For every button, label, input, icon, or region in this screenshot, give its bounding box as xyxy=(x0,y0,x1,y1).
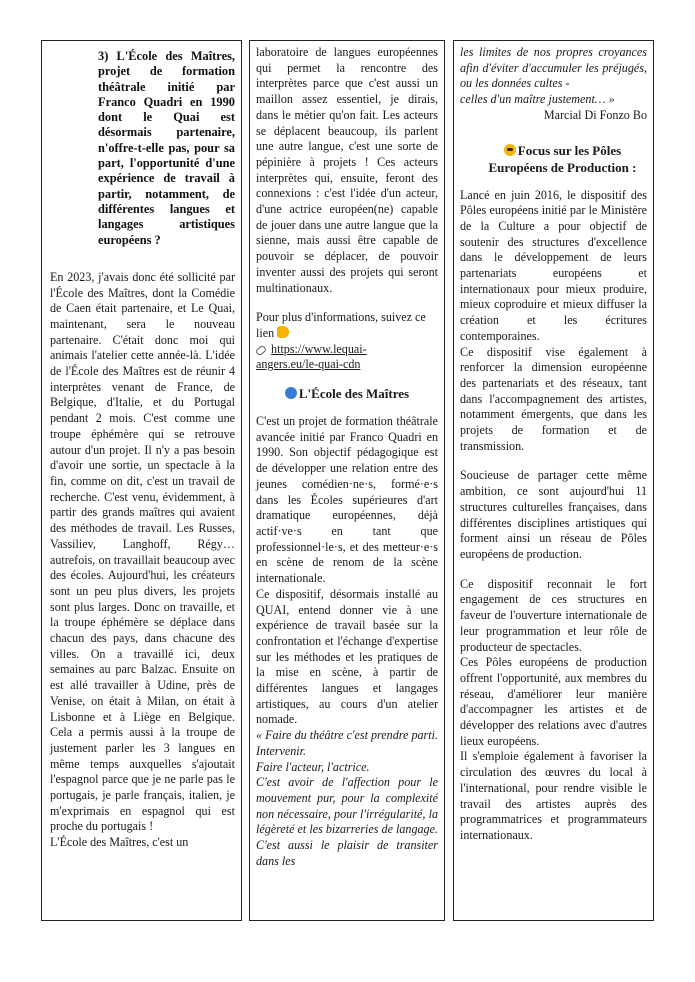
quote-end: celles d'un maître justement… » xyxy=(460,92,615,107)
poles-objective: Ce dispositif vise également à renforcer la dimension européenne des partenariats et des réseaux, tant dans l'accompagnement des artistes, notamment émergents, que dans les projets de formation et de transmission. xyxy=(460,344,647,453)
ecole-dispositif: Ce dispositif, désormais installé au QUAI, entend donner vie à une expérience de travail basée sur la confrontation et l'échange d'expertise sur les méthodes et les pratiques de la mise en scène, à partir de différentes langues et langages artistiques, au cours d'un atelier nomade. xyxy=(256,586,438,727)
ecole-description: C'est un projet de formation théâtrale avancée initié par Franco Quadri en 1990. Son objectif pédagogique est de développer une relation entre des jeunes comédien·ne·s, formé·e·s dans les Écoles supérieures d'art dramatique européennes, déjà actif·ve·s en tant que professionnel·le·s, et des metteur·e·s en scène de renom de la scène internationale. xyxy=(256,414,438,586)
column-interview xyxy=(41,40,242,921)
link-paragraph xyxy=(256,342,438,373)
column-poles-europeens xyxy=(453,40,654,921)
poles-intro: Lancé en juin 2016, le dispositif des Pôles européens initié par le Ministère de la Culture a pour objectif de soutenir des structures d'excellence dans le développement de leurs partenariats européens et internationaux pour mieux produire, mieux coproduire et mieux diffuser la création et les écritures contemporaines. xyxy=(460,187,647,343)
poles-circulation: Il s'emploie également à favoriser la circulation des œuvres du local à l'international, pour rendre visible le travail des artistes auprès des programmatrices et programmateurs internationaux. xyxy=(460,749,647,842)
link-line-2: angers.eu/le-quai-cdn xyxy=(256,357,361,372)
interview-question-title: 3) L'École des Maîtres, projet de formation théâtrale initié par Franco Quadri en 1990 dont le Quai est désormais partenaire, n'offre-t-elle pas, pour sa part, l'opportunité d'une expérience de travail à partir, notamment, de différentes langues et langages artistiques européens ? xyxy=(98,49,235,247)
poles-section-title: Focus sur les Pôles Européens de Production : xyxy=(488,142,637,175)
section-heading xyxy=(256,385,438,402)
quote-line-1: « Faire du théâtre c'est prendre parti. Intervenir. xyxy=(256,728,438,758)
section-heading-poles xyxy=(460,142,647,176)
info-paragraph xyxy=(256,310,438,341)
poles-network: Soucieuse de partager cette même ambition, ce sont aujourd'hui 11 structures culturelles françaises, dans différentes disciplines artistiques qui forment ainsi un réseau de Pôles européens de production. xyxy=(460,468,647,561)
section-title: L'École des Maîtres xyxy=(298,386,410,402)
column-ecole-des-maitres xyxy=(249,40,445,921)
link-icon xyxy=(255,344,267,356)
interview-answer: En 2023, j'avais donc été sollicité par l'École des Maîtres, dont la Comédie de Caen était partenaire, et Le Quai, maintenant, sera le nouveau partenaire. C'était donc moi qui animais l'atelier cette année-là. L'idée de l'École des Maîtres est de réunir 4 interprètes venant de France, de Belgique, d'Italie, et du Portugal pendant 2 mois. C'est comme une troupe éphémère qui se retrouve autour d'un projet. Il n'y a pas besoin d'avoir une sortie, un spectacle à la fin, comme on dit, c'est un travail de recherche. C'est venu, évidemment, à partir des grands maîtres qui avaient des méthodes de travail. Les Russes, Vassiliev, Langhoff, Régy… autrefois, on travaillait beaucoup avec des écoles. Aujourd'hui, les créateurs sont un peu plus divers, les projets sont plus larges. Donc on travaille, et la troupe éphémère se déplace dans chacun des pays, dans chacune des villes. On a travaillé ici, deux semaines au parc Balzac. Ensuite on est allé travailler à Udine, près de Venise, on était à Milan, on était à Lisbonne et à Liège en Belgique. Cela a permis aussi à la troupe de justement parler les 3 langues en même temps auxquelles s'ajoutait l'espagnol parce que je ne parle pas le portugais, je parle français, italien, je m'exprimais en espagnol qui est proche du portugais ! xyxy=(50,269,235,834)
link-line-1: https://www.lequai- xyxy=(271,341,367,356)
quote-line-2: Faire l'acteur, l'actrice. xyxy=(256,759,370,774)
interview-answer-tail: L'École des Maîtres, c'est un xyxy=(50,835,189,850)
quote-signature: Marcial Di Fonzo Bo xyxy=(543,107,647,122)
magnifier-icon xyxy=(285,387,297,399)
face-icon xyxy=(504,144,516,156)
pointing-hand-icon xyxy=(277,326,289,338)
poles-engagement: Ce dispositif reconnait le fort engagement de ces structures en faveur de l'ouverture internationale de leur programmation et leur rôle de producteur de spectacles. xyxy=(460,576,647,654)
info-label: Pour plus d'informations, suivez ce lien xyxy=(256,310,426,340)
quote-line-3: C'est avoir de l'affection pour le mouvement pur, pour la complexité non nécessaire, pour l'irrégularité, la légèreté et les bizarreries de langage. C'est aussi le plaisir de transiter dans les xyxy=(256,775,438,868)
quote-continued: les limites de nos propres croyances afin d'éviter d'accumuler les préjugés, ou les données cultes - xyxy=(460,45,647,91)
poles-opportunity: Ces Pôles européens de production offrent l'opportunité, aux membres du réseau, d'améliorer leur manière d'accompagner les artistes et de développer des relations avec d'autres lieux européens. xyxy=(460,655,647,748)
interview-answer-continued: laboratoire de langues européennes qui permet la rencontre des interprètes parce que c'est aussi un maillon assez essentiel, je dirais, dans le métier qu'on fait. Les acteurs se déplacent beaucoup, ils parlent une autre langue, c'est une sorte de pépinière à projets ! Ces acteurs interprètes qui, ensuite, feront des connexions : c'est l'idée d'un acteur, d'une actrice européen(ne) capable de jouer dans une autre langue que la sienne, mais aussi être capable de pouvoir se déplacer, de pouvoir inventer aussi des projets qui seront multinationaux. xyxy=(256,45,438,295)
website-link[interactable] xyxy=(256,342,367,372)
